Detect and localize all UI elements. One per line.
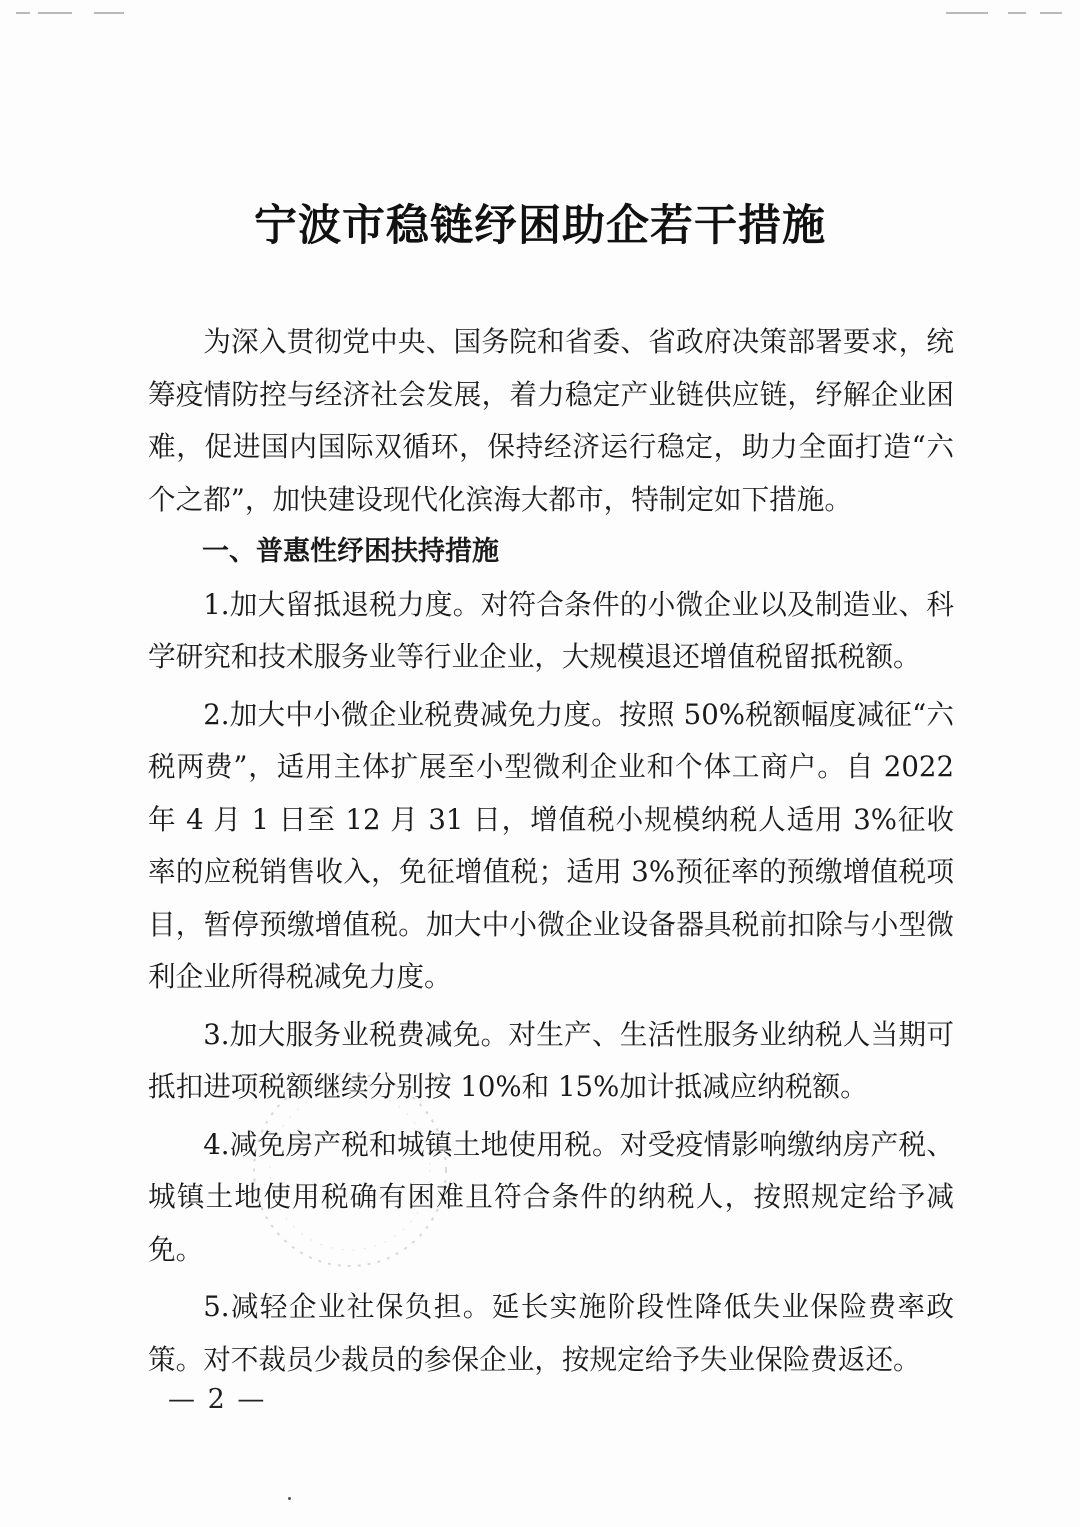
scan-artifacts bbox=[0, 8, 1080, 16]
section-heading: 一、普惠性纾困扶持措施 bbox=[202, 536, 499, 567]
intro-paragraph: 为深入贯彻党中央、国务院和省委、省政府决策部署要求，统筹疫情防控与经济社会发展，着力稳定产业链供应链，纾解企业困难，促进国内国际双循环，保持经济运行稳定，助力全面打造“六个之都”，加快建设现代化滨海大都市，特制定如下措施。 bbox=[148, 325, 954, 516]
scan-mark bbox=[1040, 12, 1062, 14]
scan-mark bbox=[94, 12, 124, 14]
measure-item-4: 4.减免房产税和城镇土地使用税。对受疫情影响缴纳房产税、城镇土地使用税确有困难且符合条件的纳税人，按照规定给予减免。 bbox=[148, 1127, 954, 1266]
scan-mark bbox=[946, 12, 988, 14]
scan-mark bbox=[16, 12, 30, 14]
measure-item-2: 2.加大中小微企业税费减免力度。按照 50%税额幅度减征“六税两费”，适用主体扩展至小型微利企业和个体工商户。自 2022年 4 月 1 日至 12 月 31 日，增值税小规模纳税人适用 3%征收率的应税销售收入，免征增值税；适用 3%预征率的预缴增值税项目，暂停预缴增值税。加大中小微企业设备器具税前扣除与小型微利企业所得税减免力度。 bbox=[148, 697, 954, 993]
measure-item-5: 5.减轻企业社保负担。延长实施阶段性降低失业保险费率政策。对不裁员少裁员的参保企业，按规定给予失业保险费返还。 bbox=[148, 1290, 954, 1376]
scan-mark bbox=[1008, 12, 1026, 14]
scan-dot bbox=[288, 1497, 291, 1500]
document-body bbox=[148, 316, 954, 1386]
measure-item-1: 1.加大留抵退税力度。对符合条件的小微企业以及制造业、科学研究和技术服务业等行业企业，大规模退还增值税留抵税额。 bbox=[148, 587, 954, 673]
scan-mark bbox=[38, 12, 72, 14]
measure-item-3: 3.加大服务业税费减免。对生产、生活性服务业纳税人当期可抵扣进项税额继续分别按 10%和 15%加计抵减应纳税额。 bbox=[148, 1017, 954, 1103]
document-title: 宁波市稳链纾困助企若干措施 bbox=[254, 201, 826, 251]
page-number: — 2 — bbox=[168, 1384, 267, 1415]
